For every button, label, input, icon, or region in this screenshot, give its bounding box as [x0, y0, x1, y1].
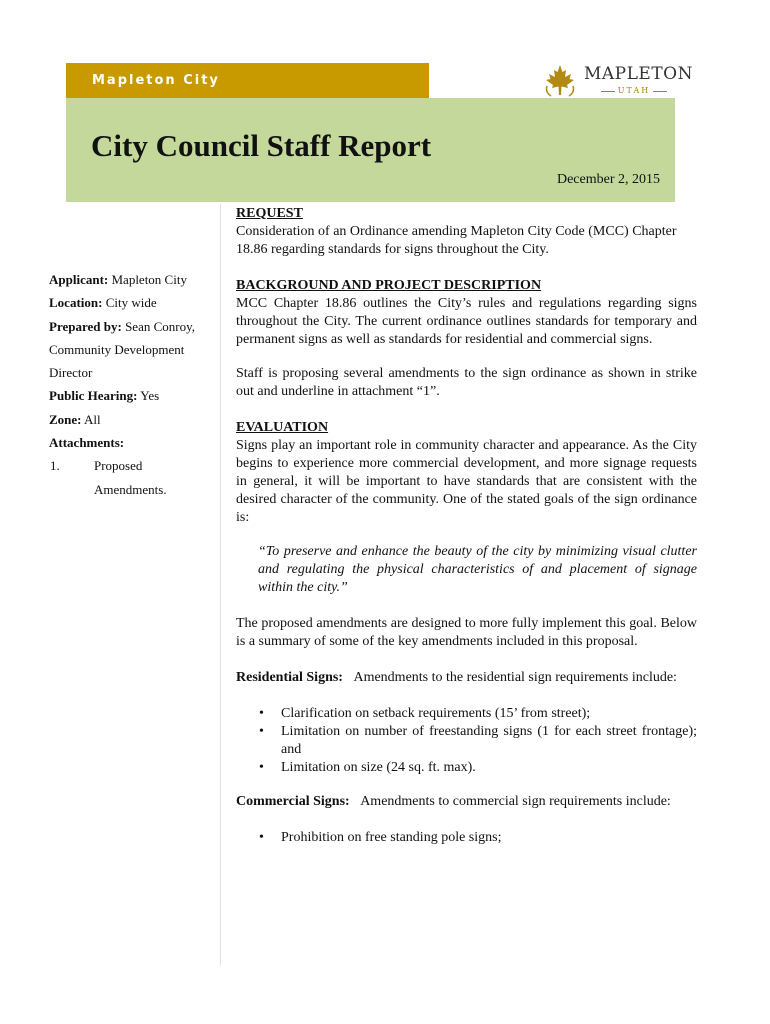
report-body — [236, 205, 697, 847]
attachments-label: Attachments: — [49, 435, 125, 451]
report-title: City Council Staff Report — [91, 128, 432, 163]
prepared-by-line: Community Development — [49, 341, 185, 357]
evaluation-paragraph-1: Signs play an important role in community character and appearance. As the City begins to experience more commercial development, and more signage requests in general, it will be important to have standards that are consistent with the desired character of the community. One of the stated goals of the sign ordinance is: — [236, 438, 697, 525]
mapleton-logo — [541, 62, 693, 100]
background-paragraph-2: Staff is proposing several amendments to the sign ordinance as shown in strike out and underline in attachment “1”. — [236, 366, 697, 399]
evaluation-heading: EVALUATION — [236, 420, 329, 435]
attachment-item: 1. Proposed — [50, 458, 143, 474]
list-item: • Limitation on size (24 sq. ft. max). — [281, 759, 697, 777]
residential-amendments-list — [236, 705, 697, 777]
zone-row: Zone: All — [49, 411, 101, 427]
report-date: December 2, 2015 — [556, 172, 660, 187]
sidebar-details — [49, 268, 217, 501]
ordinance-goal-quote: “To preserve and enhance the beauty of the city by minimizing visual clutter and regulating the physical characteristics of and placement of signage within the city.” — [258, 544, 697, 595]
applicant-row: Applicant: Mapleton City — [49, 272, 187, 287]
commercial-amendments-list — [236, 829, 697, 847]
header-band — [66, 63, 429, 98]
residential-signs-label: Residential Signs: — [236, 670, 343, 685]
public-hearing-row: Public Hearing: Yes — [49, 388, 160, 404]
prepared-by-row: Prepared by: Sean Conroy, — [49, 318, 196, 334]
commercial-signs-label: Commercial Signs: — [236, 794, 350, 809]
prepared-by-line: Director — [49, 365, 93, 381]
request-heading: REQUEST — [236, 206, 303, 221]
title-band — [66, 98, 675, 202]
evaluation-paragraph-2: The proposed amendments are designed to more fully implement this goal. Below is a summary of some of the key amendments included in this proposal. — [236, 616, 697, 649]
maple-leaf-icon — [541, 62, 579, 100]
attachment-item-continued: Amendments. — [94, 481, 167, 497]
commercial-signs-paragraph: Commercial Signs: Amendments to commercial sign requirements include: — [236, 794, 671, 809]
logo-name: MAPLETON — [584, 64, 693, 84]
list-item: • Limitation on number of freestanding signs (1 for each street frontage); and — [281, 723, 697, 759]
list-item: • Prohibition on free standing pole signs; — [281, 829, 697, 847]
request-text: Consideration of an Ordinance amending Mapleton City Code (MCC) Chapter 18.86 regarding standards for signs throughout the City. — [236, 224, 677, 257]
residential-signs-paragraph: Residential Signs: Amendments to the residential sign requirements include: — [236, 670, 677, 685]
header-band-label: Mapleton City — [92, 73, 220, 88]
logo-state: UTAH — [597, 86, 671, 95]
background-paragraph-1: MCC Chapter 18.86 outlines the City’s rules and regulations regarding signs throughout the City. The current ordinance outlines standards for temporary and permanent signs as well as standards for residential and commercial signs. — [236, 296, 697, 347]
column-divider — [220, 204, 221, 966]
background-heading: BACKGROUND AND PROJECT DESCRIPTION — [236, 278, 542, 293]
list-item: • Clarification on setback requirements (15’ from street); — [281, 705, 697, 723]
location-row: Location: City wide — [49, 295, 157, 311]
